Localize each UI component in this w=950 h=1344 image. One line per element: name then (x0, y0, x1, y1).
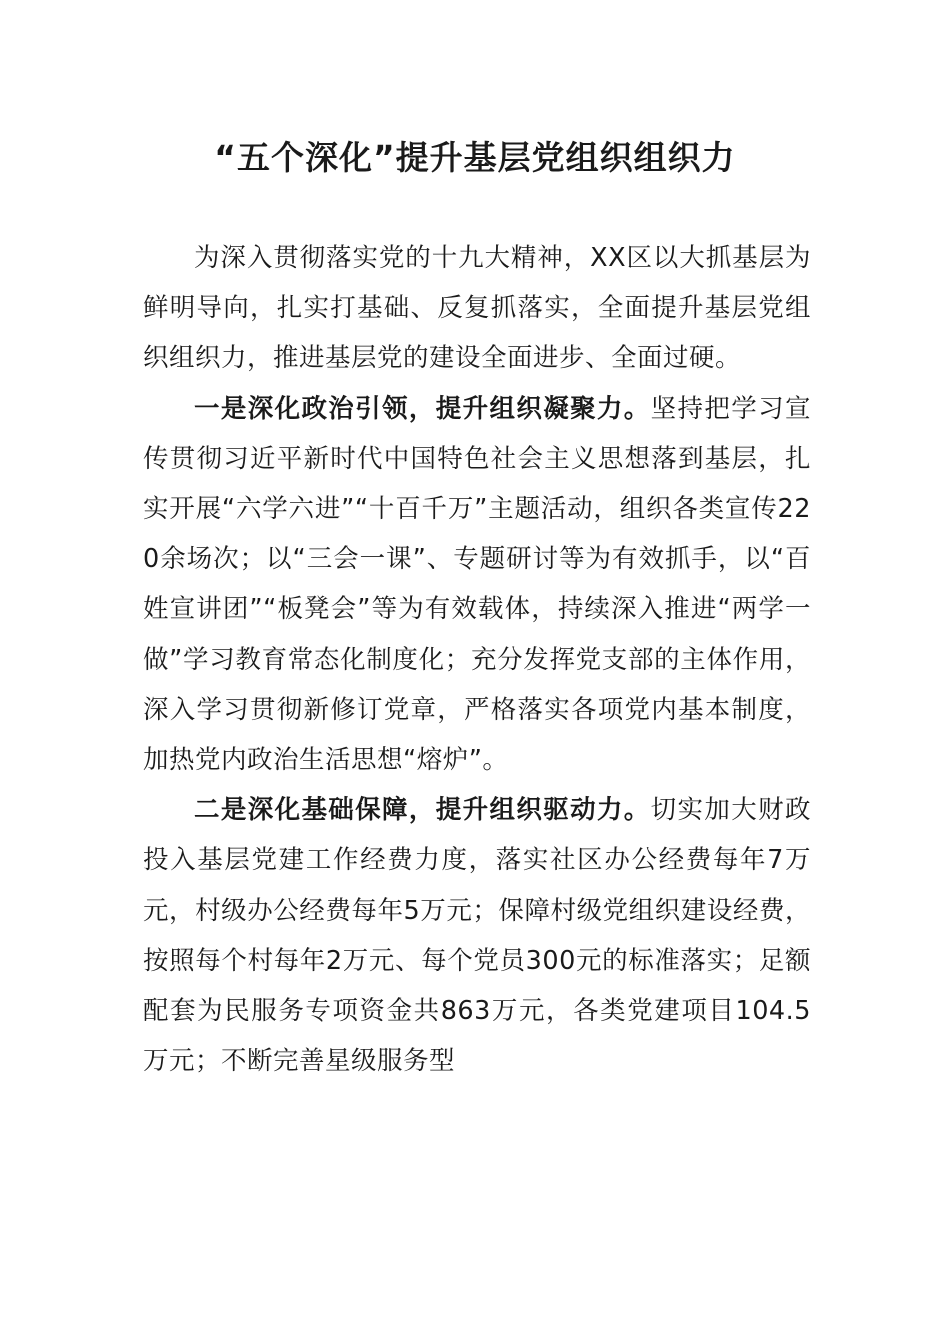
document-title: “五个深化”提升基层党组织组织力 (214, 138, 736, 177)
paragraph-intro (143, 233, 811, 384)
paragraph-text: 切实加大财政投入基层党建工作经费力度，落实社区办公经费每年7万元，村级办公经费每年5万元；保障村级党组织建设经费，按照每个村每年2万元、每个党员300元的标准落实；足额配套为民服务专项资金共863万元，各类党建项目104.5万元；不断完善星级服务型 (143, 795, 811, 1077)
paragraph-point-one (143, 384, 811, 786)
paragraph-heading: 二是深化基础保障，提升组织驱动力。 (194, 795, 651, 826)
document-body (143, 233, 811, 1086)
paragraph-point-two (143, 785, 811, 1086)
paragraph-text: 坚持把学习宣传贯彻习近平新时代中国特色社会主义思想落到基层，扎实开展“六学六进”“十百千万”主题活动，组织各类宣传220余场次；以“三会一课”、专题研讨等为有效抓手，以“百姓宣讲团”“板凳会”等为有效载体，持续深入推进“两学一做”学习教育常态化制度化；充分发挥党支部的主体作用，深入学习贯彻新修订党章，严格落实各项党内基本制度，加热党内政治生活思想“熔炉”。 (143, 393, 811, 776)
paragraph-heading: 一是深化政治引领，提升组织凝聚力。 (194, 393, 651, 424)
paragraph-text: 为深入贯彻落实党的十九大精神，XX区以大抓基层为鲜明导向，扎实打基础、反复抓落实，全面提升基层党组织组织力，推进基层党的建设全面进步、全面过硬。 (143, 243, 811, 374)
